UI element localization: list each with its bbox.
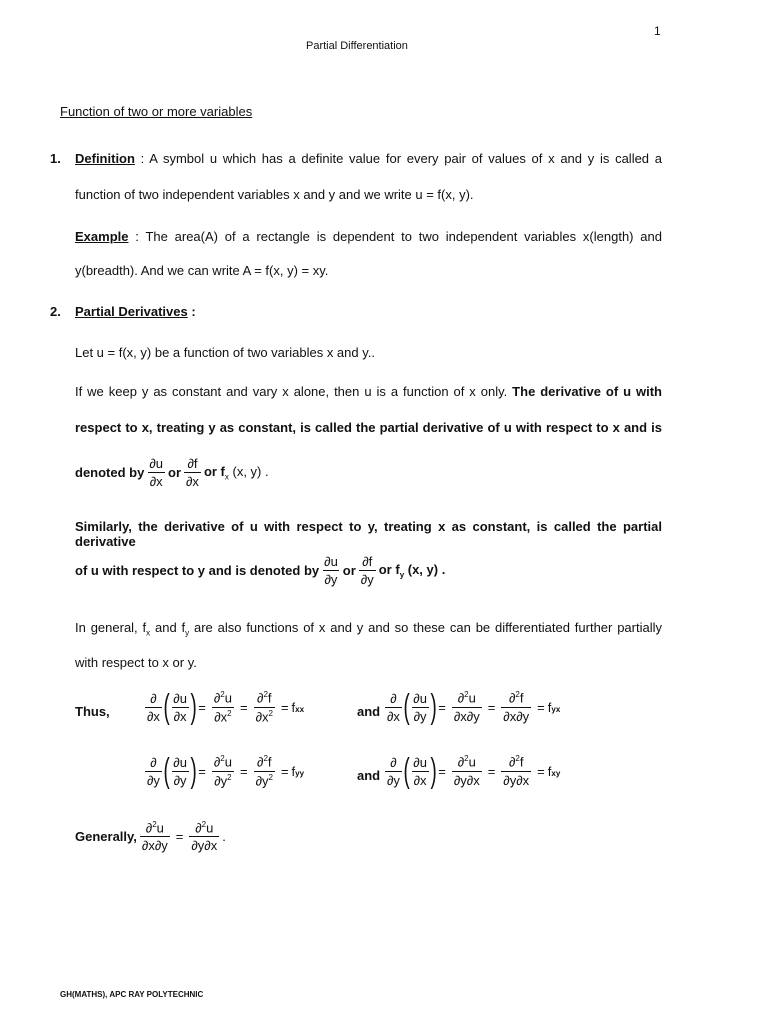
eq-fyy: $\frac{\partial}{\partial y}$ ( $\frac{\partial u}{\partial y}$ ) = $\frac{\partial^2u}{\partial y^2}$ = $\frac{\partial^2f}{\partial y^2}$ = fyy (147, 752, 305, 790)
item2-number: 2. (50, 304, 61, 319)
fx-label: or $f_x$ (x, y) . (203, 463, 269, 482)
denoted-by-label: denoted by (75, 465, 145, 480)
example-line1 (75, 229, 662, 244)
para1-line2: respect to x, treating y as constant, is called the partial derivative of u with respect to x and is (75, 420, 662, 435)
df-dx-fraction: $\frac{\partial f}{\partial x}$ (186, 456, 199, 489)
eq-fxx: $\frac{\partial}{\partial x}$ ( $\frac{\partial u}{\partial x}$ ) = $\frac{\partial^2u}{\partial x^2}$ = $\frac{\partial^2f}{\partial x^2}$ = fxx (147, 688, 305, 726)
and-label-2: and (357, 768, 381, 783)
general-line1: In general, $f_x$ and $f_y$ are also functions of x and y and so these can be differentiated further partially (75, 620, 662, 638)
section-heading: Function of two or more variables (60, 104, 253, 119)
general-line2: with respect to x or y. (75, 655, 197, 670)
page-number: 1 (654, 24, 661, 38)
example-text: : The area(A) of a rectangle is dependent to two independent variables x(length) and (135, 229, 662, 244)
eq-fxy: $\frac{\partial}{\partial y}$ ( $\frac{\partial u}{\partial x}$ ) = $\frac{\partial^2u}{\partial y\partial x}$ = $\frac{\partial^2f}{\partial y\partial x}$ = fxy (387, 752, 561, 790)
generally-label: Generally, (75, 829, 137, 845)
term-colon: : (187, 304, 196, 319)
du-dx-fraction: $\frac{\partial u}{\partial x}$ (149, 456, 163, 489)
or-label: or (168, 465, 181, 480)
denoted-by-x (75, 456, 269, 489)
denoted-by-y (75, 554, 445, 587)
definition-term: Definition (75, 151, 135, 166)
item2-heading (75, 304, 196, 319)
du-dy-fraction: $\frac{\partial u}{\partial y}$ (324, 554, 338, 587)
para2-line1: Similarly, the derivative of u with respect to y, treating x as constant, is called the partial derivative (75, 519, 662, 549)
thus-label: Thus, (75, 704, 110, 719)
para1-line1 (75, 384, 662, 399)
partial-derivatives-term: Partial Derivatives (75, 304, 188, 319)
generally-equation: Generally, $\frac{\partial^2u}{\partial x\partial y}$ = $\frac{\partial^2u}{\partial y\partial x}$ . (75, 820, 226, 854)
header-title: Partial Differentiation (306, 40, 408, 52)
definition-line2: function of two independent variables x and y and we write u = f(x, y). (75, 187, 474, 202)
para2-line2: of u with respect to y and is denoted by (75, 563, 320, 578)
example-line2: y(breadth). And we can write A = f(x, y) = xy. (75, 263, 329, 278)
fy-label: or $f_y$ (x, y) . (378, 561, 446, 580)
let-line: Let u = f(x, y) be a function of two variables x and y.. (75, 345, 375, 360)
eq-fyx: $\frac{\partial}{\partial x}$ ( $\frac{\partial u}{\partial y}$ ) = $\frac{\partial^2u}{\partial x\partial y}$ = $\frac{\partial^2f}{\partial x\partial y}$ = fyx (387, 688, 561, 726)
footer: GH(MATHS), APC RAY POLYTECHNIC (60, 990, 204, 999)
definition-line1 (75, 151, 662, 166)
or-label-2: or (342, 563, 356, 578)
example-term: Example (75, 229, 129, 244)
definition-text: : A symbol u which has a definite value for every pair of values of x and y is called a (140, 151, 662, 166)
para1-text-a: If we keep y as constant and vary x alone, then u is a function of x only. (75, 384, 508, 399)
df-dy-fraction: $\frac{\partial f}{\partial y}$ (360, 554, 374, 587)
para1-text-b: The derivative of u with (507, 384, 662, 399)
item1-number: 1. (50, 151, 61, 166)
and-label-1: and (357, 704, 381, 719)
